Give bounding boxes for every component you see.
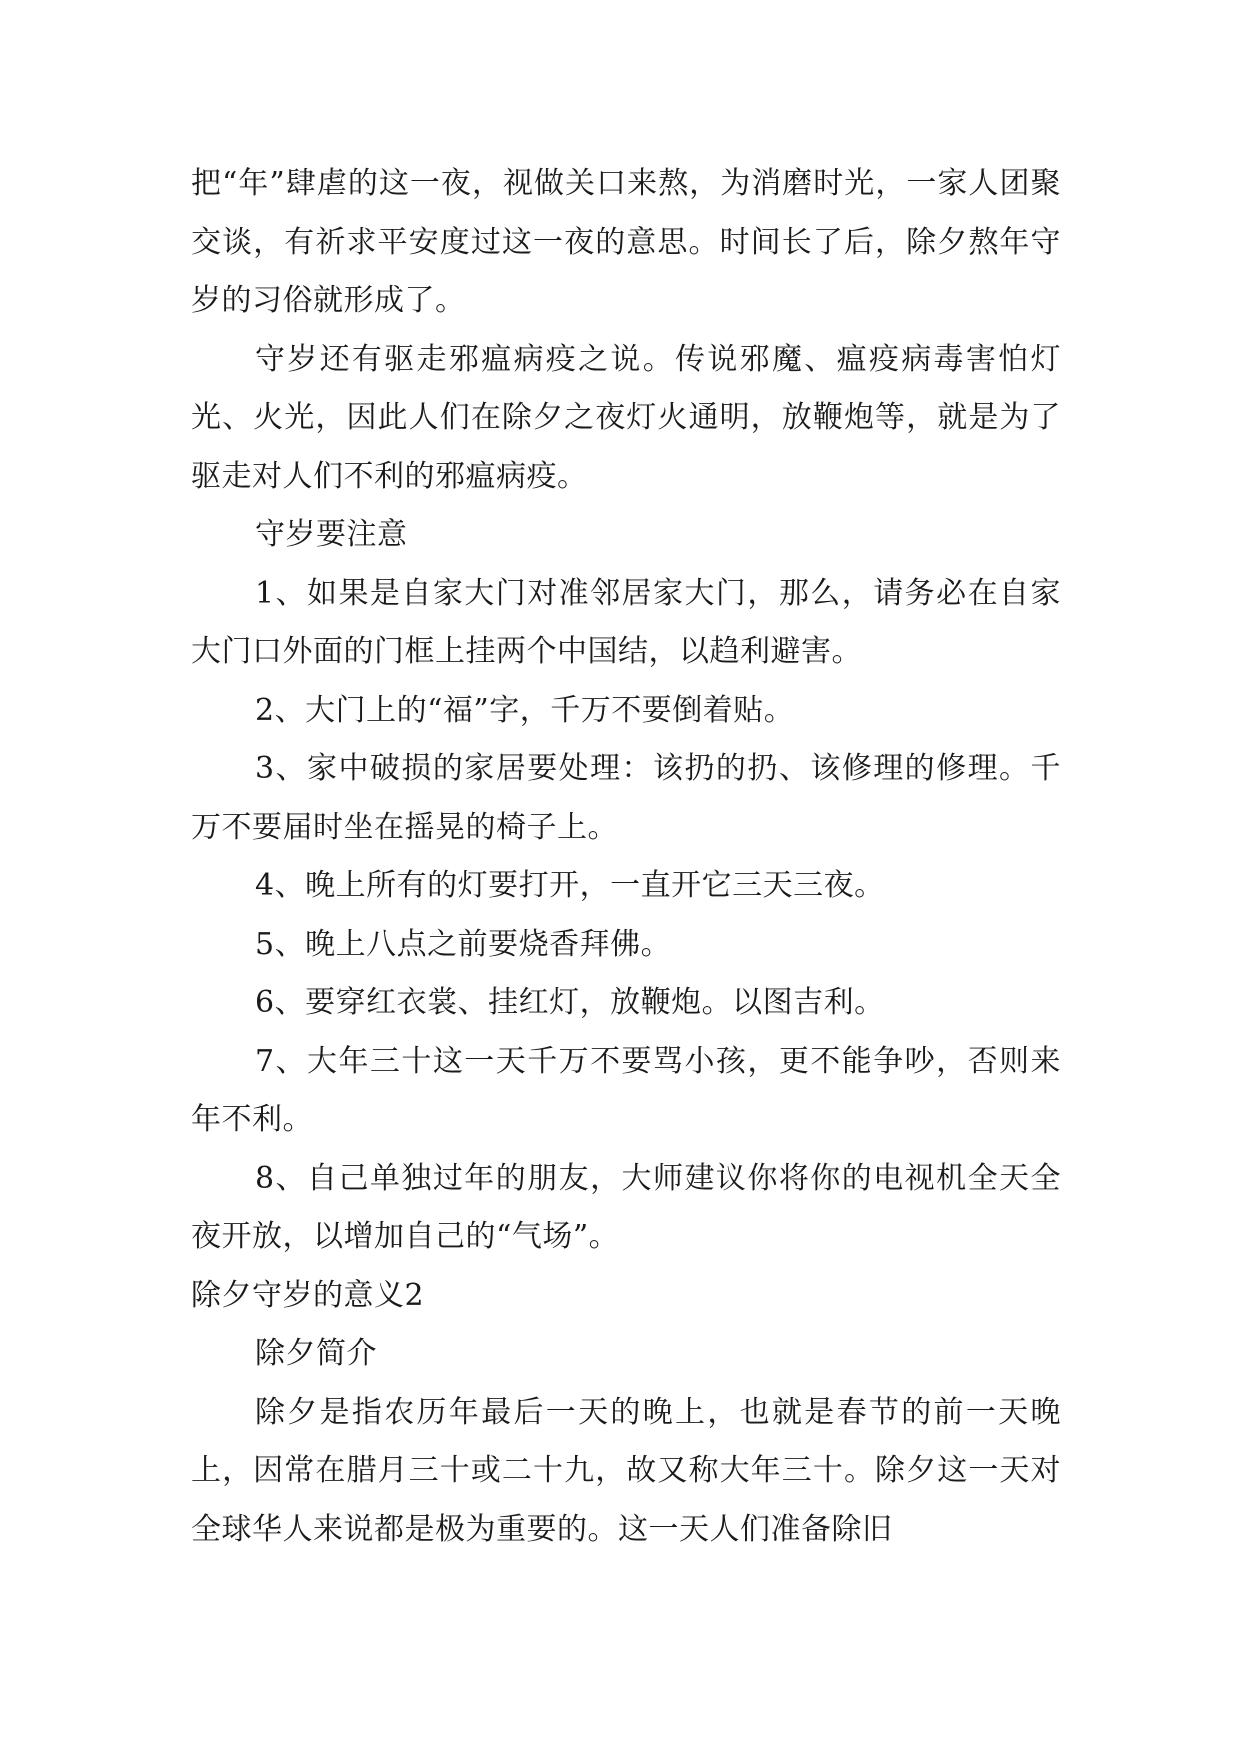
list-item-3: 3、家中破损的家居要处理：该扔的扔、该修理的修理。千万不要届时坐在摇晃的椅子上。 (191, 751, 1061, 845)
section-heading-notes: 守岁要注意 (255, 517, 408, 552)
document-body (191, 155, 1061, 1559)
paragraph-intro-continued: 把“年”肆虐的这一夜，视做关口来熬，为消磨时光，一家人团聚交谈，有祈求平安度过这一夜的意思。时间长了后，除夕熬年守岁的习俗就形成了。 (191, 166, 1061, 318)
list-item-1: 1、如果是自家大门对准邻居家大门，那么，请务必在自家大门口外面的门框上挂两个中国结，以趋利避害。 (191, 575, 1061, 669)
paragraph-new-year-eve-intro: 除夕是指农历年最后一天的晚上，也就是春节的前一天晚上，因常在腊月三十或二十九，故又称大年三十。除夕这一天对全球华人来说都是极为重要的。这一天人们准备除旧 (191, 1394, 1061, 1547)
paragraph-ward-off-plague: 守岁还有驱走邪瘟病疫之说。传说邪魔、瘟疫病毒害怕灯光、火光，因此人们在除夕之夜灯火通明，放鞭炮等，就是为了驱走对人们不利的邪瘟病疫。 (191, 341, 1061, 494)
list-item-7: 7、大年三十这一天千万不要骂小孩，更不能争吵，否则来年不利。 (191, 1043, 1061, 1137)
list-item-6: 6、要穿红衣裳、挂红灯，放鞭炮。以图吉利。 (255, 985, 885, 1020)
list-item-5: 5、晚上八点之前要烧香拜佛。 (255, 926, 672, 962)
list-item-8: 8、自己单独过年的朋友，大师建议你将你的电视机全天全夜开放，以增加自己的“气场”。 (191, 1160, 1061, 1254)
list-item-2: 2、大门上的“福”字，千万不要倒着贴。 (255, 692, 795, 728)
subsection-heading-intro: 除夕简介 (255, 1336, 377, 1371)
section-title-2: 除夕守岁的意义2 (191, 1277, 425, 1313)
list-item-4: 4、晚上所有的灯要打开，一直开它三天三夜。 (255, 868, 885, 903)
